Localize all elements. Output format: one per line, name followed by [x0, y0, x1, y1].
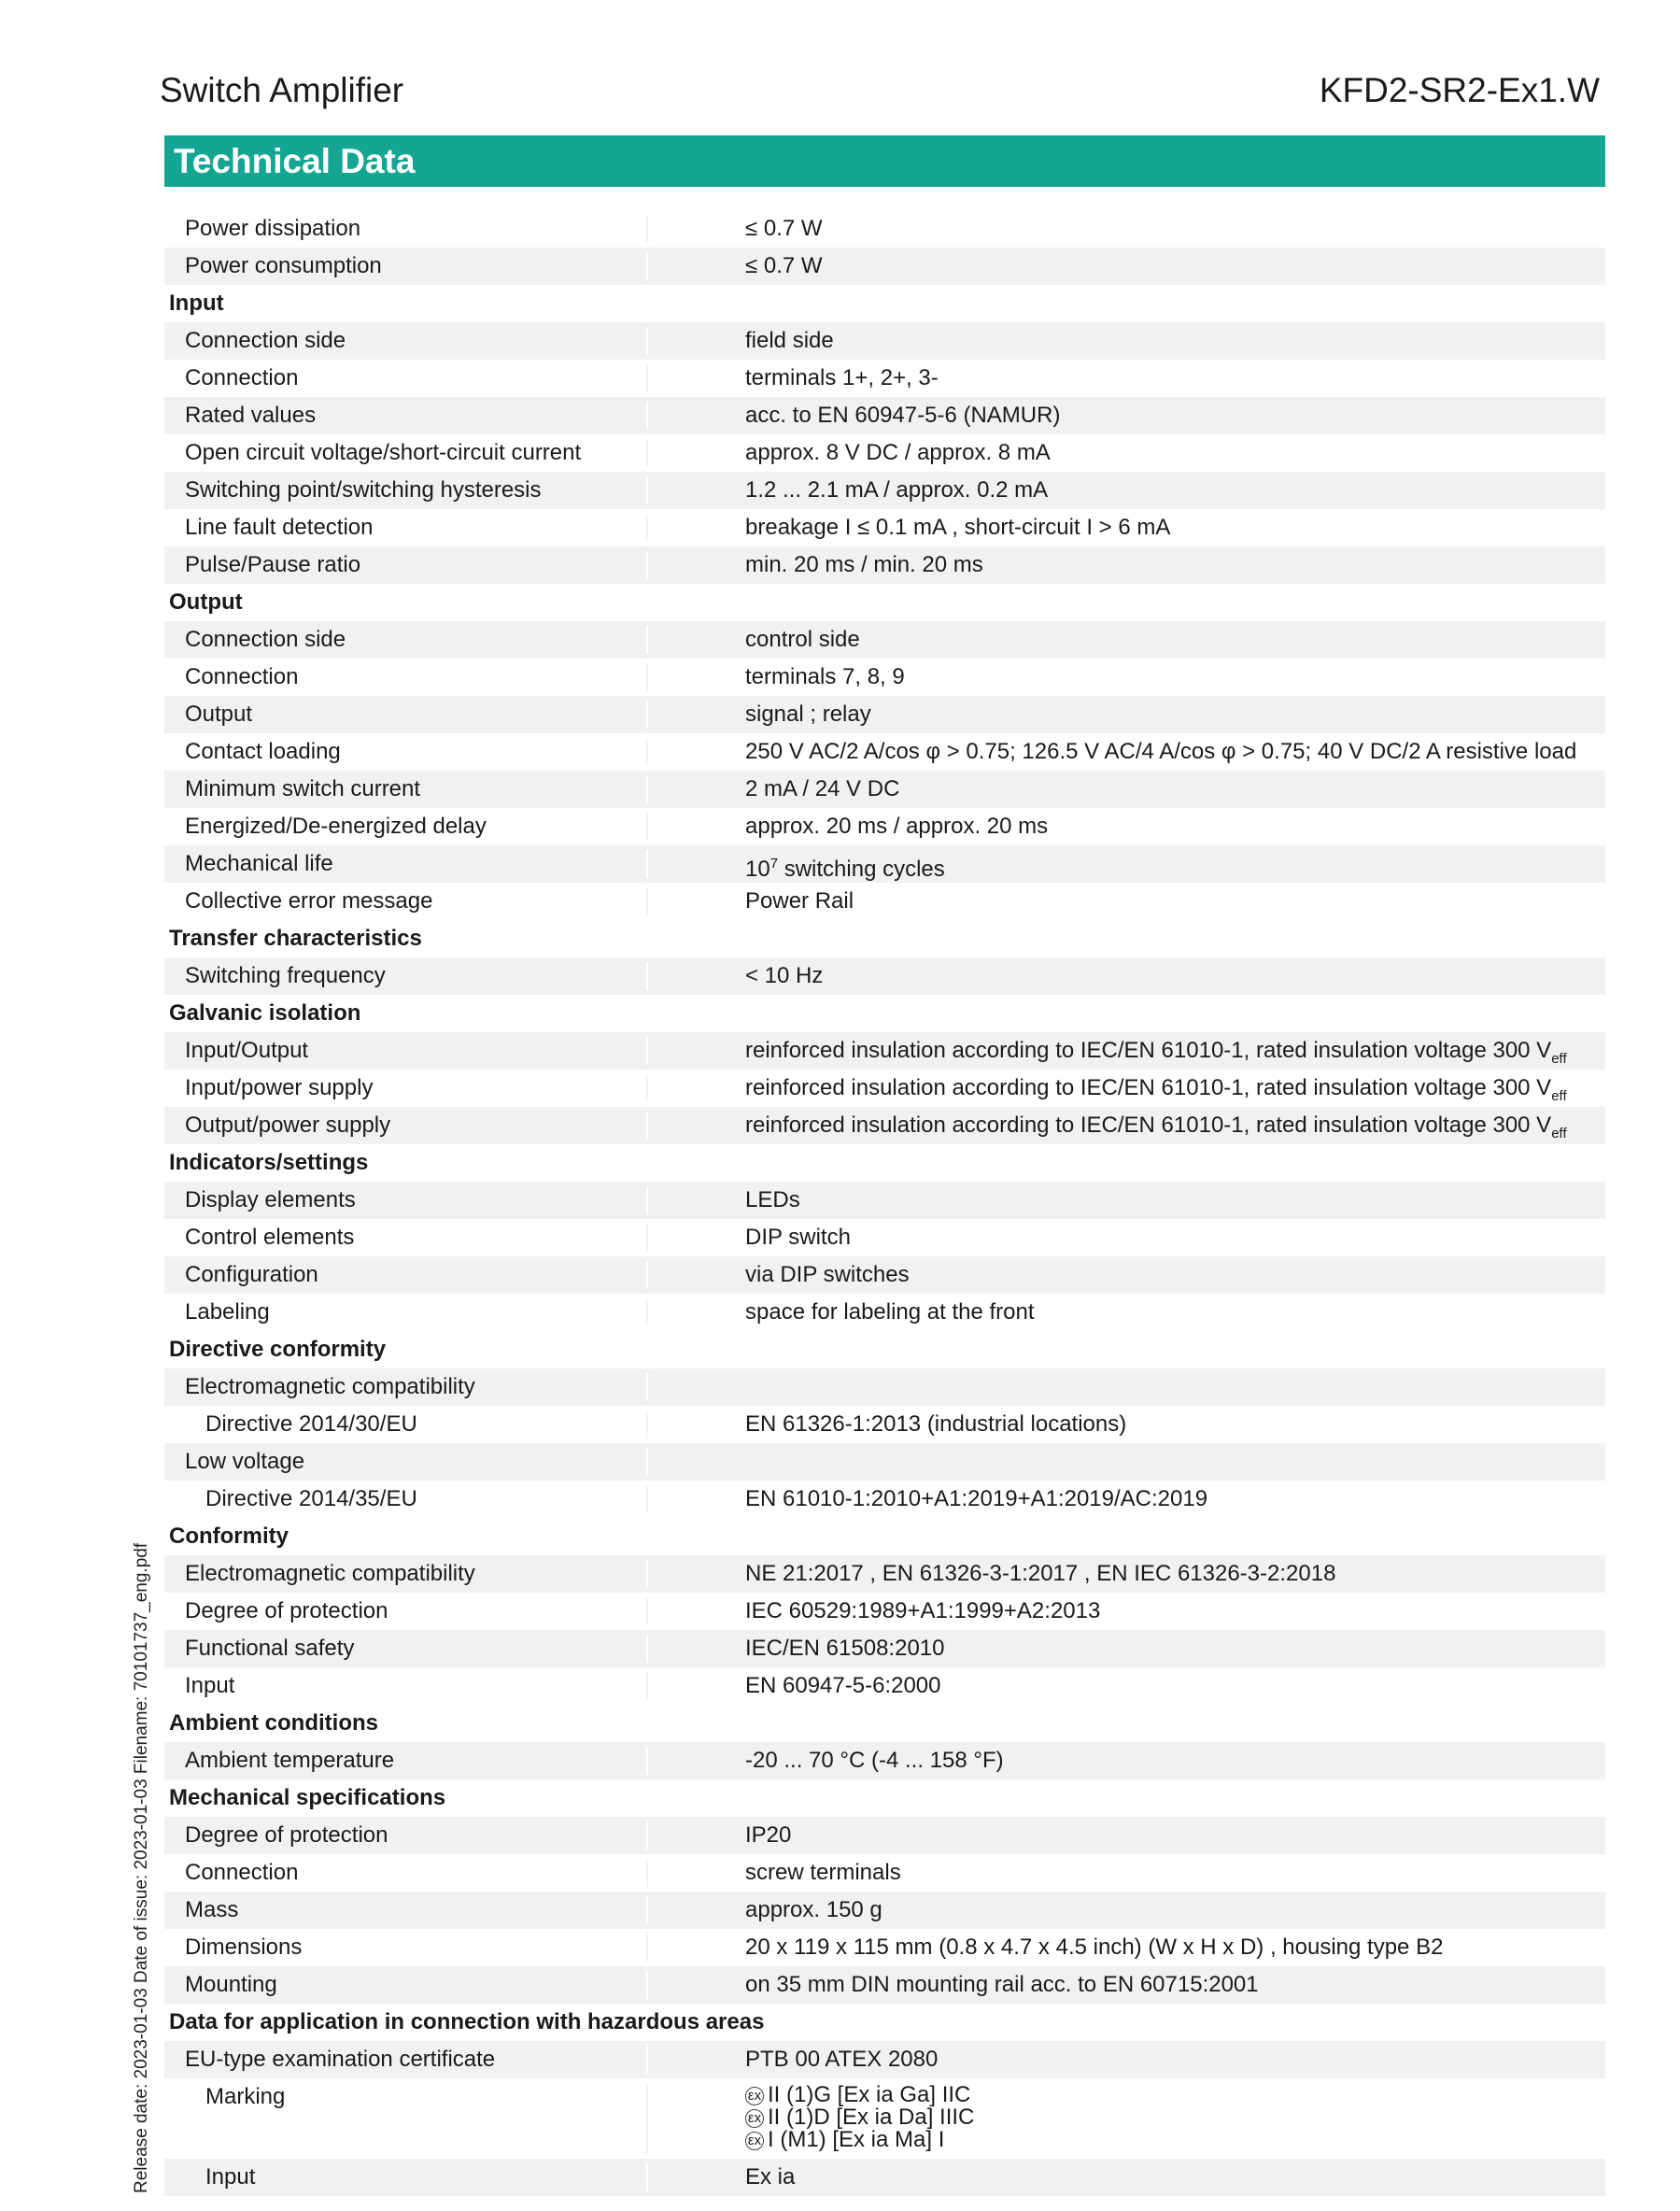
technical-data-table	[164, 210, 1605, 2196]
section-heading-label: Transfer characteristics	[169, 926, 422, 951]
row-value: 20 x 119 x 115 mm (0.8 x 4.7 x 4.5 inch) (W x H x D) , housing type B2	[745, 1935, 1444, 1960]
section-heading-label: Mechanical specifications	[169, 1785, 446, 1810]
section-heading-label: Conformity	[169, 1524, 289, 1549]
row-label: Mechanical life	[185, 851, 333, 876]
table-row	[164, 883, 1605, 920]
row-label: Ambient temperature	[185, 1748, 395, 1773]
row-value: 250 V AC/2 A/cos φ > 0.75; 126.5 V AC/4 A/cos φ > 0.75; 40 V DC/2 A resistive load	[745, 739, 1577, 764]
section-heading-label: Output	[169, 589, 243, 615]
table-row	[164, 1742, 1605, 1779]
row-value: < 10 Hz	[745, 963, 824, 988]
row-value: reinforced insulation according to IEC/EN 61010-1, rated insulation voltage 300 $V_{eff}$	[745, 1113, 1567, 1141]
row-label: Dimensions	[185, 1935, 303, 1960]
table-row	[164, 1667, 1605, 1705]
row-label: Open circuit voltage/short-circuit current	[185, 440, 582, 465]
section-heading-label: Ambient conditions	[169, 1710, 378, 1736]
row-value: IP20	[745, 1822, 792, 1848]
table-row	[164, 1107, 1605, 1144]
row-label: Degree of protection	[185, 1598, 388, 1623]
row-label: Directive 2014/30/EU	[205, 1411, 417, 1437]
row-label: Power consumption	[185, 253, 382, 278]
row-label: Connection	[185, 1860, 299, 1885]
row-label: Low voltage	[185, 1449, 305, 1474]
table-row	[164, 845, 1605, 883]
row-label: Labeling	[185, 1299, 270, 1325]
section-heading	[164, 1518, 1605, 1555]
row-label: Connection	[185, 664, 299, 689]
row-value: field side	[745, 328, 834, 353]
table-row	[164, 1966, 1605, 2004]
row-label: Switching point/switching hysteresis	[185, 477, 542, 503]
section-banner: Technical Data	[164, 135, 1605, 187]
row-value: EN 61010-1:2010+A1:2019+A1:2019/AC:2019	[745, 1486, 1208, 1511]
section-heading-label: Indicators/settings	[169, 1150, 369, 1175]
section-heading	[164, 1705, 1605, 1742]
row-label: Electromagnetic compatibility	[185, 1561, 475, 1586]
row-label: Rated values	[185, 403, 317, 428]
table-row	[164, 808, 1605, 845]
row-value: LEDs	[745, 1187, 800, 1212]
table-row	[164, 1555, 1605, 1593]
row-label: Input	[185, 1673, 235, 1698]
row-value	[745, 2084, 974, 2151]
row-label: Control elements	[185, 1225, 355, 1250]
table-row	[164, 1294, 1605, 1331]
section-heading	[164, 1779, 1605, 1817]
table-row	[164, 957, 1605, 995]
row-value: Power Rail	[745, 888, 854, 914]
ex-hexagon-icon: εx	[745, 2132, 764, 2150]
row-value: screw terminals	[745, 1860, 901, 1885]
row-label: Degree of protection	[185, 1822, 388, 1848]
section-heading	[164, 1144, 1605, 1182]
row-value: ≤ 0.7 W	[745, 216, 823, 241]
row-value: reinforced insulation according to IEC/EN 61010-1, rated insulation voltage 300 $V_{eff}$	[745, 1075, 1567, 1104]
table-row	[164, 1256, 1605, 1294]
table-row	[164, 1219, 1605, 1256]
marking-line: εx II (1)D [Ex ia Da] IIIC	[745, 2106, 974, 2129]
document-title: Switch Amplifier	[160, 71, 404, 109]
table-row	[164, 2041, 1605, 2078]
row-label: Mass	[185, 1897, 239, 1922]
section-heading	[164, 285, 1605, 322]
table-row	[164, 546, 1605, 584]
table-row	[164, 1630, 1605, 1667]
row-value: via DIP switches	[745, 1262, 910, 1287]
row-label: Output/power supply	[185, 1113, 391, 1138]
section-heading-label: Directive conformity	[169, 1337, 387, 1362]
table-row	[164, 1070, 1605, 1107]
marking-line: εx II (1)G [Ex ia Ga] IIC	[745, 2084, 974, 2106]
table-row	[164, 696, 1605, 733]
section-heading	[164, 1331, 1605, 1368]
row-label: Energized/De-energized delay	[185, 814, 487, 839]
row-label: Switching frequency	[185, 963, 386, 988]
section-heading-label: Data for application in connection with hazardous areas	[169, 2009, 765, 2034]
row-value: -20 ... 70 °C (-4 ... 158 °F)	[745, 1748, 1004, 1773]
table-row	[164, 472, 1605, 509]
row-label: Power dissipation	[185, 216, 361, 241]
section-heading-label: Input	[169, 291, 224, 316]
row-label: Input/Output	[185, 1038, 309, 1063]
row-value: $10^7$ switching cycles	[745, 856, 945, 882]
table-row	[164, 1854, 1605, 1892]
table-row	[164, 1481, 1605, 1518]
section-heading-label: Galvanic isolation	[169, 1000, 361, 1026]
table-row	[164, 621, 1605, 659]
row-value: Ex ia	[745, 2164, 796, 2190]
row-label: EU-type examination certificate	[185, 2047, 496, 2072]
row-label: Output	[185, 702, 253, 727]
row-label: Functional safety	[185, 1636, 355, 1661]
table-row	[164, 733, 1605, 771]
table-row	[164, 210, 1605, 248]
row-label: Electromagnetic compatibility	[185, 1374, 475, 1399]
row-label: Mounting	[185, 1972, 277, 1997]
row-label: Pulse/Pause ratio	[185, 552, 361, 577]
table-row	[164, 1892, 1605, 1929]
row-value: breakage I ≤ 0.1 mA , short-circuit I > 6 mA	[745, 515, 1171, 540]
row-value: min. 20 ms / min. 20 ms	[745, 552, 983, 577]
row-value: ≤ 0.7 W	[745, 253, 823, 278]
table-row	[164, 1817, 1605, 1854]
table-row	[164, 397, 1605, 434]
row-label: Collective error message	[185, 888, 433, 914]
marking-line: εx I (M1) [Ex ia Ma] I	[745, 2129, 974, 2151]
row-value: on 35 mm DIN mounting rail acc. to EN 60715:2001	[745, 1972, 1259, 1997]
table-row	[164, 771, 1605, 808]
row-value: PTB 00 ATEX 2080	[745, 2047, 939, 2072]
row-value: approx. 20 ms / approx. 20 ms	[745, 814, 1049, 839]
table-row	[164, 1182, 1605, 1219]
row-value: NE 21:2017 , EN 61326-3-1:2017 , EN IEC 61326-3-2:2018	[745, 1561, 1336, 1586]
row-label: Line fault detection	[185, 515, 374, 540]
row-value: 1.2 ... 2.1 mA / approx. 0.2 mA	[745, 477, 1049, 503]
row-value: reinforced insulation according to IEC/EN 61010-1, rated insulation voltage 300 $V_{eff}$	[745, 1038, 1567, 1067]
row-value: terminals 1+, 2+, 3-	[745, 365, 939, 390]
row-value: control side	[745, 627, 860, 652]
row-value: DIP switch	[745, 1225, 851, 1250]
row-value: space for labeling at the front	[745, 1299, 1035, 1325]
table-row	[164, 248, 1605, 285]
row-label: Connection side	[185, 328, 346, 353]
table-row	[164, 1032, 1605, 1070]
row-label: Connection side	[185, 627, 346, 652]
row-label: Configuration	[185, 1262, 318, 1287]
row-value: EN 60947-5-6:2000	[745, 1673, 941, 1698]
release-info-sidebar: Release date: 2023-01-03 Date of issue: 2023-01-03 Filename: 70101737_eng.pdf	[132, 1542, 151, 2193]
row-label: Minimum switch current	[185, 776, 421, 801]
row-value: acc. to EN 60947-5-6 (NAMUR)	[745, 403, 1061, 428]
row-value: signal ; relay	[745, 702, 871, 727]
row-label: Input/power supply	[185, 1075, 374, 1100]
row-label: Display elements	[185, 1187, 356, 1212]
table-row	[164, 1929, 1605, 1966]
row-value: EN 61326-1:2013 (industrial locations)	[745, 1411, 1127, 1437]
table-row	[164, 1593, 1605, 1630]
section-heading	[164, 995, 1605, 1032]
table-row	[164, 1406, 1605, 1443]
row-value: terminals 7, 8, 9	[745, 664, 905, 689]
row-label: Input	[205, 2164, 256, 2190]
model-number: KFD2-SR2-Ex1.W	[1319, 71, 1600, 109]
table-row	[164, 322, 1605, 360]
table-row	[164, 1443, 1605, 1481]
table-row	[164, 434, 1605, 472]
section-heading	[164, 2004, 1605, 2041]
table-row	[164, 2078, 1605, 2159]
table-row	[164, 509, 1605, 546]
row-value: IEC 60529:1989+A1:1999+A2:2013	[745, 1598, 1101, 1623]
row-value: approx. 8 V DC / approx. 8 mA	[745, 440, 1051, 465]
table-row	[164, 1368, 1605, 1406]
table-row	[164, 360, 1605, 397]
section-heading	[164, 584, 1605, 621]
row-value: IEC/EN 61508:2010	[745, 1636, 945, 1661]
row-label: Contact loading	[185, 739, 341, 764]
row-value: approx. 150 g	[745, 1897, 882, 1922]
row-label: Connection	[185, 365, 299, 390]
row-label: Directive 2014/35/EU	[205, 1486, 417, 1511]
row-label: Marking	[205, 2084, 286, 2109]
row-value: 2 mA / 24 V DC	[745, 776, 900, 801]
ex-hexagon-icon: εx	[745, 2109, 764, 2128]
table-row	[164, 659, 1605, 696]
table-row	[164, 2159, 1605, 2196]
section-heading	[164, 920, 1605, 957]
ex-hexagon-icon: εx	[745, 2087, 764, 2105]
